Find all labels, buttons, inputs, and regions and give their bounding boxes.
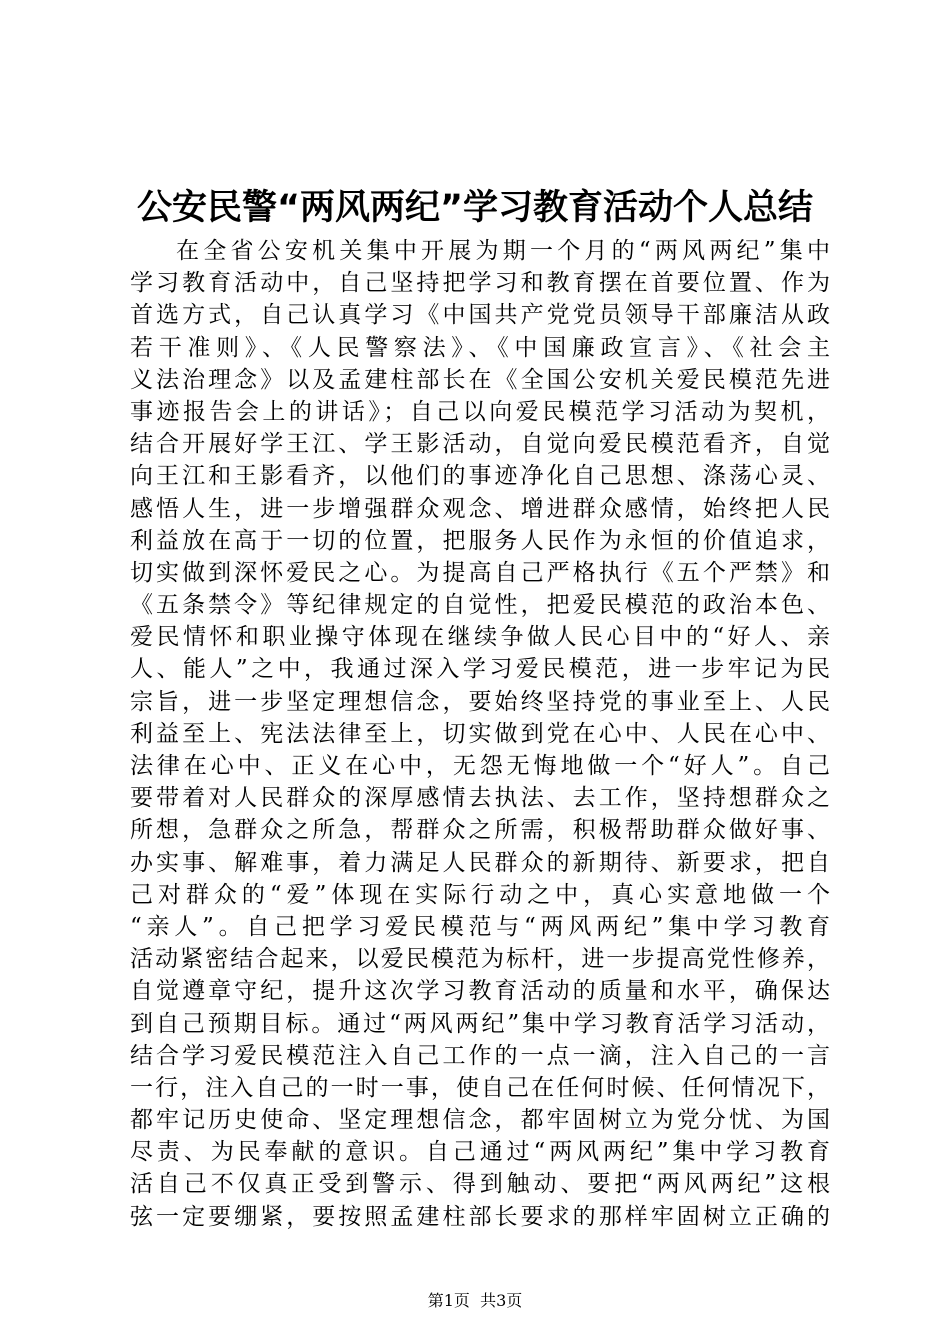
text-line: “亲人”。自己把学习爱民模范与“两风两纪”集中学习教育 <box>130 913 830 940</box>
text-line: 所想，急群众之所急，帮群众之所需，积极帮助群众做好事、 <box>130 817 830 844</box>
text-line: 利益放在高于一切的位置，把服务人民作为永恒的价值追求， <box>130 527 830 554</box>
document-title: 公安民警“两风两纪”学习教育活动个人总结 <box>136 188 813 228</box>
text-line: 向王江和王影看齐，以他们的事迹净化自己思想、涤荡心灵、 <box>130 463 830 490</box>
text-line: 首选方式，自己认真学习《中国共产党党员领导干部廉洁从政 <box>130 302 830 329</box>
text-line: 若干准则》、《人民警察法》、《中国廉政宣言》、《社会主 <box>130 334 830 361</box>
text-line: 义法治理念》以及孟建柱部长在《全国公安机关爱民模范先进 <box>130 366 830 393</box>
text-line: 爱民情怀和职业操守体现在继续争做人民心目中的“好人、亲 <box>130 624 830 651</box>
text-line: 事迹报告会上的讲话》；自己以向爱民模范学习活动为契机， <box>130 398 830 425</box>
text-line: 结合开展好学王江、学王影活动，自觉向爱民模范看齐，自觉 <box>130 431 830 458</box>
text-line: 切实做到深怀爱民之心。为提高自己严格执行《五个严禁》和 <box>130 559 830 586</box>
text-line: 宗旨，进一步坚定理想信念，要始终坚持党的事业至上、人民 <box>130 688 830 715</box>
text-line: 尽责、为民奉献的意识。自己通过“两风两纪”集中学习教育 <box>130 1139 830 1166</box>
body-paragraph <box>130 235 830 1233</box>
text-line: 都牢记历史使命、坚定理想信念，都牢固树立为党分忧、为国 <box>130 1107 830 1134</box>
text-line: 活自己不仅真正受到警示、得到触动、要把“两风两纪”这根 <box>130 1171 830 1198</box>
text-line: 活动紧密结合起来，以爱民模范为标杆，进一步提高党性修养， <box>130 946 830 973</box>
text-line: 到自己预期目标。通过“两风两纪”集中学习教育活学习活动， <box>130 1010 830 1037</box>
text-line: 自觉遵章守纪，提升这次学习教育活动的质量和水平，确保达 <box>130 978 830 1005</box>
text-line: 办实事、解难事，着力满足人民群众的新期待、新要求，把自 <box>130 849 830 876</box>
text-line: 法律在心中、正义在心中，无怨无悔地做一个“好人”。自己 <box>130 753 830 779</box>
text-line: 弦一定要绷紧，要按照孟建柱部长要求的那样牢固树立正确的 <box>130 1203 830 1230</box>
text-line: 人、能人”之中，我通过深入学习爱民模范，进一步牢记为民 <box>130 656 830 683</box>
text-line: 《五条禁令》等纪律规定的自觉性，把爱民模范的政治本色、 <box>130 592 830 619</box>
text-line: 感悟人生，进一步增强群众观念、增进群众感情，始终把人民 <box>130 495 830 522</box>
page-number-footer: 第1页 共3页 <box>427 1291 523 1310</box>
text-line: 在全省公安机关集中开展为期一个月的“两风两纪”集中 <box>176 238 830 264</box>
text-line: 学习教育活动中，自己坚持把学习和教育摆在首要位置、作为 <box>130 270 830 297</box>
text-line: 结合学习爱民模范注入自己工作的一点一滴，注入自己的一言 <box>130 1042 830 1069</box>
text-line: 一行，注入自己的一时一事，使自己在任何时候、任何情况下， <box>130 1074 830 1101</box>
text-line: 要带着对人民群众的深厚感情去执法、去工作，坚持想群众之 <box>130 785 830 812</box>
text-line: 己对群众的“爱”体现在实际行动之中，真心实意地做一个 <box>130 881 830 908</box>
text-line: 利益至上、宪法法律至上，切实做到党在心中、人民在心中、 <box>130 720 830 747</box>
